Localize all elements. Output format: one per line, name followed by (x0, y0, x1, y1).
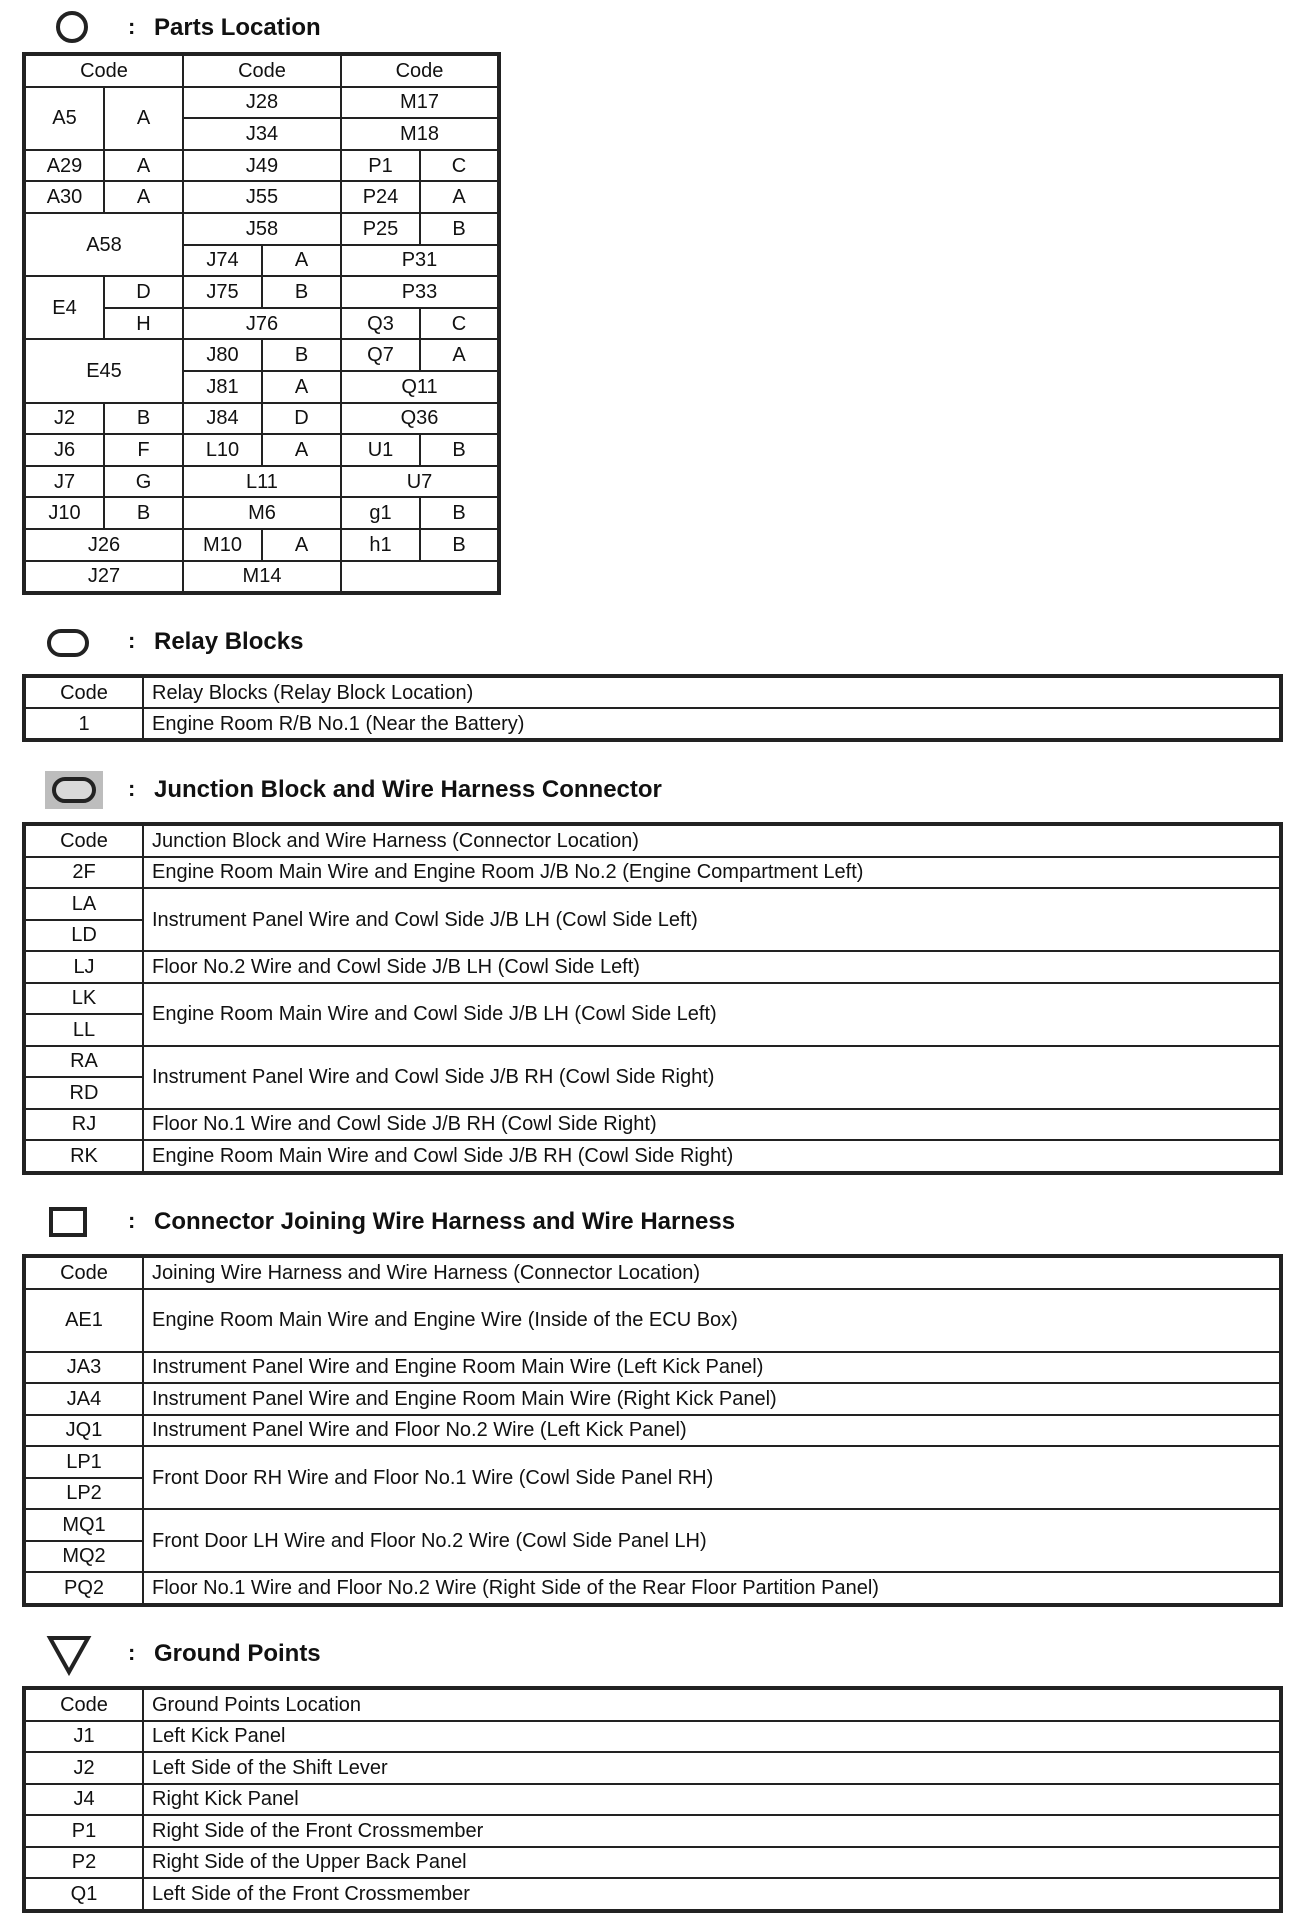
code-cell: J76 (183, 308, 341, 340)
code-cell: J74 (183, 245, 262, 277)
code-cell: LD (25, 920, 143, 952)
code-cell: B (420, 434, 498, 466)
code-cell: RD (25, 1077, 143, 1109)
code-cell: J34 (183, 118, 341, 150)
location-cell: Floor No.1 Wire and Floor No.2 Wire (Right Side of the Rear Floor Partition Panel) (143, 1572, 1280, 1604)
table-row (25, 1509, 1280, 1541)
header-cell: Code (25, 1257, 143, 1289)
code-cell: P2 (25, 1847, 143, 1879)
code-cell: RJ (25, 1109, 143, 1141)
code-cell: 2F (25, 857, 143, 889)
code-cell: AE1 (25, 1289, 143, 1352)
code-cell: J2 (25, 403, 104, 435)
table-row (25, 1046, 1280, 1078)
code-cell: P1 (341, 150, 420, 182)
rounded-rect-icon (46, 628, 90, 658)
square-icon (48, 1206, 88, 1238)
code-cell: LK (25, 983, 143, 1015)
table-row (25, 1752, 1280, 1784)
triangle-icon (46, 1634, 92, 1676)
table-row (25, 857, 1280, 889)
code-cell: J55 (183, 181, 341, 213)
location-cell: Front Door RH Wire and Floor No.1 Wire (Cowl Side Panel RH) (143, 1446, 1280, 1509)
section-title: Ground Points (154, 1640, 321, 1667)
location-cell: Engine Room Main Wire and Engine Wire (Inside of the ECU Box) (143, 1289, 1280, 1352)
code-cell: A58 (25, 213, 183, 276)
connectors-table (24, 1256, 1281, 1605)
code-cell: D (104, 276, 183, 308)
code-cell: C (420, 308, 498, 340)
table-row (25, 1721, 1280, 1753)
location-cell: Right Kick Panel (143, 1784, 1280, 1816)
code-cell: D (262, 403, 341, 435)
code-cell: F (104, 434, 183, 466)
code-cell: B (104, 403, 183, 435)
table-row (25, 1109, 1280, 1141)
code-cell: J7 (25, 466, 104, 498)
code-cell: A (104, 87, 183, 150)
code-cell: Q36 (341, 403, 498, 435)
code-cell: L10 (183, 434, 262, 466)
code-cell: RK (25, 1140, 143, 1172)
section-title: Junction Block and Wire Harness Connector (154, 776, 662, 803)
code-cell: J4 (25, 1784, 143, 1816)
table-row (25, 1140, 1280, 1172)
table-row (25, 1572, 1280, 1604)
table-row (25, 1878, 1280, 1910)
shaded-rounded-rect-icon (44, 770, 104, 810)
location-cell: Right Side of the Upper Back Panel (143, 1847, 1280, 1879)
circle-icon (54, 10, 90, 44)
code-cell: J49 (183, 150, 341, 182)
code-cell: MQ1 (25, 1509, 143, 1541)
code-cell: A (262, 371, 341, 403)
section-title: Parts Location (154, 14, 321, 41)
code-cell: B (262, 339, 341, 371)
code-cell: A29 (25, 150, 104, 182)
location-cell: Front Door LH Wire and Floor No.2 Wire (Cowl Side Panel LH) (143, 1509, 1280, 1572)
table-row (25, 403, 498, 435)
header-cell: Joining Wire Harness and Wire Harness (Connector Location) (143, 1257, 1280, 1289)
code-cell: Q3 (341, 308, 420, 340)
table-row (25, 497, 498, 529)
table-row (25, 561, 498, 593)
section-colon: : (128, 1640, 136, 1665)
code-cell: JA4 (25, 1383, 143, 1415)
code-cell: A (262, 529, 341, 561)
location-cell: Instrument Panel Wire and Cowl Side J/B RH (Cowl Side Right) (143, 1046, 1280, 1109)
table-row (25, 1415, 1280, 1447)
section-colon: : (128, 1208, 136, 1233)
table-row (25, 434, 498, 466)
header-cell: Code (341, 55, 498, 87)
table-row (25, 1784, 1280, 1816)
code-cell: M14 (183, 561, 341, 593)
code-cell: g1 (341, 497, 420, 529)
header-cell: Code (25, 677, 143, 708)
code-cell (341, 561, 498, 593)
table-row (25, 181, 498, 213)
code-cell: P24 (341, 181, 420, 213)
code-cell: JA3 (25, 1352, 143, 1384)
code-cell: Q1 (25, 1878, 143, 1910)
code-cell: U1 (341, 434, 420, 466)
code-cell: B (420, 213, 498, 245)
code-cell: J28 (183, 87, 341, 119)
location-cell: Floor No.1 Wire and Cowl Side J/B RH (Cowl Side Right) (143, 1109, 1280, 1141)
code-cell: C (420, 150, 498, 182)
section-title: Relay Blocks (154, 628, 304, 655)
code-cell: B (104, 497, 183, 529)
code-cell: M18 (341, 118, 498, 150)
location-cell: Engine Room Main Wire and Cowl Side J/B RH (Cowl Side Right) (143, 1140, 1280, 1172)
location-cell: Floor No.2 Wire and Cowl Side J/B LH (Cowl Side Left) (143, 951, 1280, 983)
code-cell: M6 (183, 497, 341, 529)
code-cell: P33 (341, 276, 498, 308)
table-row (25, 276, 498, 308)
code-cell: U7 (341, 466, 498, 498)
header-cell: Junction Block and Wire Harness (Connector Location) (143, 825, 1280, 857)
location-cell: Instrument Panel Wire and Engine Room Main Wire (Right Kick Panel) (143, 1383, 1280, 1415)
code-cell: J58 (183, 213, 341, 245)
junction-blocks-header (0, 770, 1312, 810)
section-colon: : (128, 14, 136, 39)
code-cell: J1 (25, 1721, 143, 1753)
code-cell: P25 (341, 213, 420, 245)
code-cell: LL (25, 1014, 143, 1046)
relay-blocks-table (24, 676, 1281, 740)
code-cell: LJ (25, 951, 143, 983)
code-cell: B (420, 529, 498, 561)
header-cell: Code (25, 55, 183, 87)
header-cell: Code (25, 1689, 143, 1721)
code-cell: B (262, 276, 341, 308)
table-row (25, 1847, 1280, 1879)
code-cell: MQ2 (25, 1541, 143, 1573)
code-cell: J2 (25, 1752, 143, 1784)
parts-location-header (0, 8, 1312, 48)
table-row (25, 983, 1280, 1015)
location-cell: Instrument Panel Wire and Engine Room Main Wire (Left Kick Panel) (143, 1352, 1280, 1384)
code-cell: J81 (183, 371, 262, 403)
table-header-row (25, 825, 1280, 857)
code-cell: Q11 (341, 371, 498, 403)
code-cell: A (262, 245, 341, 277)
code-cell: h1 (341, 529, 420, 561)
location-cell: Instrument Panel Wire and Cowl Side J/B LH (Cowl Side Left) (143, 888, 1280, 951)
code-cell: J27 (25, 561, 183, 593)
table-row (25, 150, 498, 182)
table-header-row (25, 1257, 1280, 1289)
connectors-header (0, 1202, 1312, 1242)
code-cell: J10 (25, 497, 104, 529)
code-cell: L11 (183, 466, 341, 498)
code-cell: H (104, 308, 183, 340)
table-row (25, 87, 498, 119)
code-cell: J80 (183, 339, 262, 371)
location-cell: Engine Room R/B No.1 (Near the Battery) (143, 708, 1280, 739)
location-cell: Instrument Panel Wire and Floor No.2 Wire (Left Kick Panel) (143, 1415, 1280, 1447)
table-header-row (25, 1689, 1280, 1721)
junction-blocks-table (24, 824, 1281, 1173)
location-cell: Left Side of the Front Crossmember (143, 1878, 1280, 1910)
code-cell: Q7 (341, 339, 420, 371)
table-header-row (25, 677, 1280, 708)
code-cell: G (104, 466, 183, 498)
location-cell: Engine Room Main Wire and Engine Room J/B No.2 (Engine Compartment Left) (143, 857, 1280, 889)
table-row (25, 339, 498, 371)
table-row (25, 708, 1280, 739)
table-row (25, 466, 498, 498)
relay-blocks-header (0, 622, 1312, 662)
table-row (25, 213, 498, 245)
code-cell: J84 (183, 403, 262, 435)
code-cell: RA (25, 1046, 143, 1078)
code-cell: J75 (183, 276, 262, 308)
code-cell: P1 (25, 1815, 143, 1847)
code-cell: A30 (25, 181, 104, 213)
code-cell: E4 (25, 276, 104, 339)
table-row (25, 1289, 1280, 1352)
header-cell: Relay Blocks (Relay Block Location) (143, 677, 1280, 708)
code-cell: LP2 (25, 1478, 143, 1510)
header-cell: Code (183, 55, 341, 87)
code-cell: A5 (25, 87, 104, 150)
location-cell: Right Side of the Front Crossmember (143, 1815, 1280, 1847)
table-header-row (25, 55, 498, 87)
code-cell: A (420, 339, 498, 371)
table-row (25, 888, 1280, 920)
section-colon: : (128, 628, 136, 653)
code-cell: A (104, 181, 183, 213)
table-row (25, 1446, 1280, 1478)
code-cell: LA (25, 888, 143, 920)
code-cell: 1 (25, 708, 143, 739)
code-cell: J6 (25, 434, 104, 466)
code-cell: M10 (183, 529, 262, 561)
code-cell: A (420, 181, 498, 213)
header-cell: Code (25, 825, 143, 857)
code-cell: J26 (25, 529, 183, 561)
header-cell: Ground Points Location (143, 1689, 1280, 1721)
code-cell: PQ2 (25, 1572, 143, 1604)
code-cell: M17 (341, 87, 498, 119)
section-colon: : (128, 776, 136, 801)
ground-points-table (24, 1688, 1281, 1911)
table-row (25, 1383, 1280, 1415)
table-row (25, 1815, 1280, 1847)
table-row (25, 529, 498, 561)
code-cell: LP1 (25, 1446, 143, 1478)
parts-location-table (24, 54, 499, 593)
table-row (25, 951, 1280, 983)
code-cell: P31 (341, 245, 498, 277)
code-cell: E45 (25, 339, 183, 402)
code-cell: A (262, 434, 341, 466)
location-cell: Left Side of the Shift Lever (143, 1752, 1280, 1784)
code-cell: A (104, 150, 183, 182)
code-cell: JQ1 (25, 1415, 143, 1447)
code-cell: B (420, 497, 498, 529)
section-title: Connector Joining Wire Harness and Wire Harness (154, 1208, 736, 1235)
table-row (25, 1352, 1280, 1384)
location-cell: Left Kick Panel (143, 1721, 1280, 1753)
ground-points-header (0, 1634, 1312, 1674)
location-cell: Engine Room Main Wire and Cowl Side J/B LH (Cowl Side Left) (143, 983, 1280, 1046)
